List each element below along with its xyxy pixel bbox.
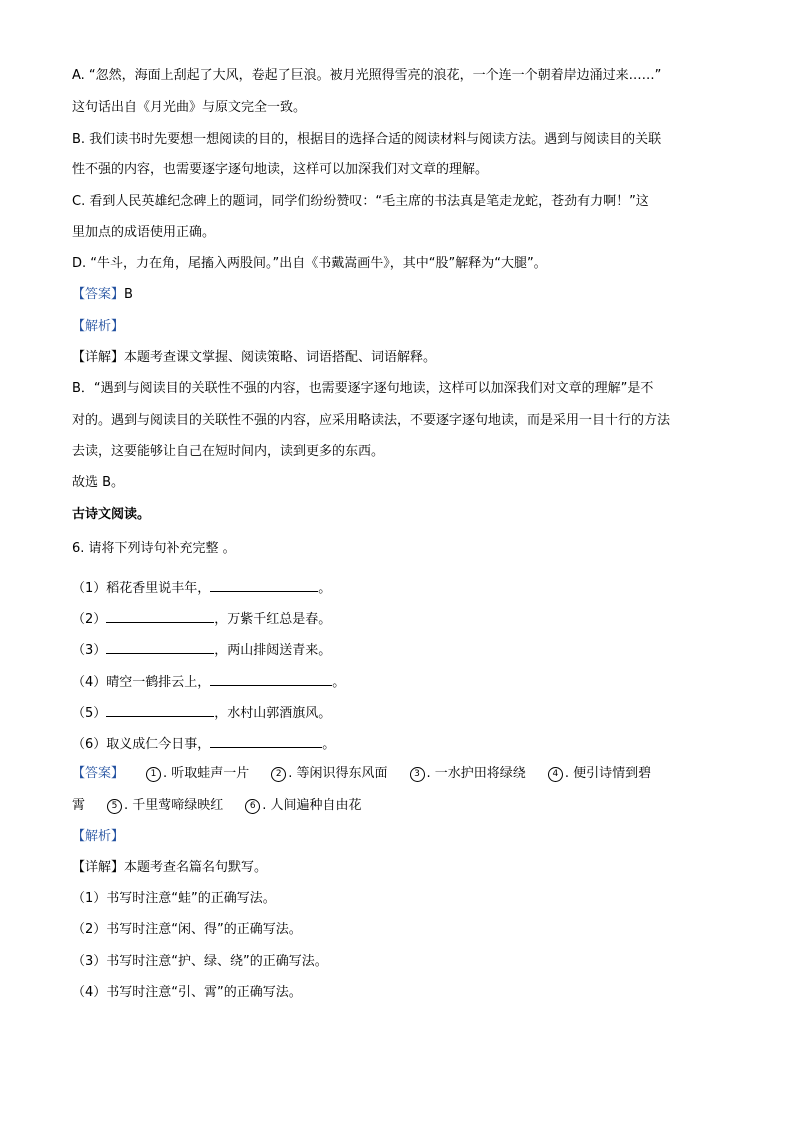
q5-explanation-line2: 对的。遇到与阅读目的关联性不强的内容，应采用略读法，不要逐字逐句地读，而是采用一目十行的方法 <box>72 413 671 428</box>
q6-note-4: （4）书写时注意“引、霄”的正确写法。 <box>72 985 302 1000</box>
answer-item <box>107 797 223 815</box>
item-after: ，水村山郭酒旗风。 <box>214 706 332 721</box>
item-before: 稻花香里说丰年， <box>106 581 211 596</box>
answer-text: . 一水护田将绿绕 <box>426 766 526 781</box>
option-b-line2: 性不强的内容，也需要逐字逐句地读，这样可以加深我们对文章的理解。 <box>72 162 489 177</box>
circled-number: 2 <box>271 767 286 782</box>
item-after: 。 <box>322 737 336 752</box>
option-b-line1: B. 我们读书时先要想一想阅读的目的，根据目的选择合适的阅读材料与阅读方法。遇到与阅读目的关联 <box>72 132 662 147</box>
q6-note-2: （2）书写时注意“闲、得”的正确写法。 <box>72 922 302 937</box>
q5-explanation-line1: B．“遇到与阅读目的关联性不强的内容，也需要逐字逐句地读，这样可以加深我们对文章的理解”是不 <box>72 381 654 396</box>
item-number: （4） <box>72 675 107 690</box>
item-number: （3） <box>72 643 107 658</box>
circled-number: 4 <box>548 767 563 782</box>
section-title: 古诗文阅读。 <box>72 507 151 522</box>
answer-item <box>146 765 249 783</box>
circled-number: 1 <box>146 767 161 782</box>
item-before: 晴空一鹤排云上， <box>106 675 211 690</box>
circled-number: 6 <box>245 799 260 814</box>
q5-detail-row <box>72 349 436 367</box>
fill-blank[interactable] <box>106 640 214 654</box>
answer-text: . 人间遍种自由花 <box>262 798 362 813</box>
item-after: ，两山排闼送青来。 <box>214 643 332 658</box>
answer-text: . 听取蛙声一片 <box>163 766 250 781</box>
answer-tag: 【答案】 <box>72 287 125 302</box>
answer-item <box>271 765 387 783</box>
q6-detail-row <box>72 859 267 877</box>
option-c-line2: 里加点的成语使用正确。 <box>72 225 216 240</box>
answer-text: . 等闲识得东风面 <box>288 766 388 781</box>
item-number: （5） <box>72 706 107 721</box>
fill-blank[interactable] <box>210 578 318 592</box>
q6-item-4 <box>72 672 345 692</box>
q5-answer-row <box>72 286 133 304</box>
item-number: （6） <box>72 737 107 752</box>
answer-value: B <box>124 287 133 302</box>
option-a-line2: 这句话出自《月光曲》与原文完全一致。 <box>72 100 307 115</box>
q6-item-2 <box>72 609 331 629</box>
fill-blank[interactable] <box>106 703 214 717</box>
q6-item-1 <box>72 578 331 598</box>
item-after: 。 <box>332 675 346 690</box>
answer-text: . 便引诗情到碧 <box>564 766 652 781</box>
detail-tag: 【详解】 <box>72 860 125 875</box>
answer-continued: 霄 <box>72 798 86 813</box>
fill-blank[interactable] <box>106 609 214 623</box>
detail-tag: 【详解】 <box>72 350 125 365</box>
item-after: ，万紫千红总是春。 <box>214 612 332 627</box>
answer-item <box>548 765 651 783</box>
q6-prompt: 6. 请将下列诗句补充完整 。 <box>72 541 236 556</box>
q6-note-1: （1）书写时注意“蛙”的正确写法。 <box>72 891 276 906</box>
option-c-line1: C. 看到人民英雄纪念碑上的题词，同学们纷纷赞叹：“毛主席的书法真是笔走龙蛇，苍劲有力啊！”这 <box>72 194 649 209</box>
answer-text: . 千里莺啼绿映红 <box>124 798 224 813</box>
option-a-line1: A. “忽然，海面上刮起了大风，卷起了巨浪。被月光照得雪亮的浪花，一个连一个朝着岸边涌过来……” <box>72 68 662 83</box>
detail-text: 本题考查名篇名句默写。 <box>124 860 268 875</box>
answer-tag: 【答案】 <box>72 766 125 781</box>
item-after: 。 <box>318 581 332 596</box>
option-d-line1: D. “牛斗，力在角，尾搐入两股间。”出自《书戴嵩画牛》，其中“股”解释为“大腿”。 <box>72 256 547 271</box>
item-number: （2） <box>72 612 107 627</box>
q6-note-3: （3）书写时注意“护、绿、绕”的正确写法。 <box>72 954 328 969</box>
fill-blank[interactable] <box>210 672 332 686</box>
q6-answer-row <box>72 765 651 783</box>
analysis-tag: 【解析】 <box>72 829 125 844</box>
circled-number: 5 <box>107 799 122 814</box>
q6-answer-row-2 <box>72 797 384 815</box>
item-before: 取义成仁今日事， <box>106 737 211 752</box>
answer-item <box>410 765 526 783</box>
analysis-tag: 【解析】 <box>72 319 125 334</box>
item-number: （1） <box>72 581 107 596</box>
detail-text: 本题考查课文掌握、阅读策略、词语搭配、词语解释。 <box>124 350 437 365</box>
q5-conclusion: 故选 B。 <box>72 475 125 490</box>
q6-item-5 <box>72 703 331 723</box>
answer-item <box>245 797 361 815</box>
q6-item-3 <box>72 640 331 660</box>
circled-number: 3 <box>410 767 425 782</box>
fill-blank[interactable] <box>210 734 322 748</box>
q5-explanation-line3: 去读，这要能够让自己在短时间内，读到更多的东西。 <box>72 444 385 459</box>
q6-item-6 <box>72 734 335 754</box>
